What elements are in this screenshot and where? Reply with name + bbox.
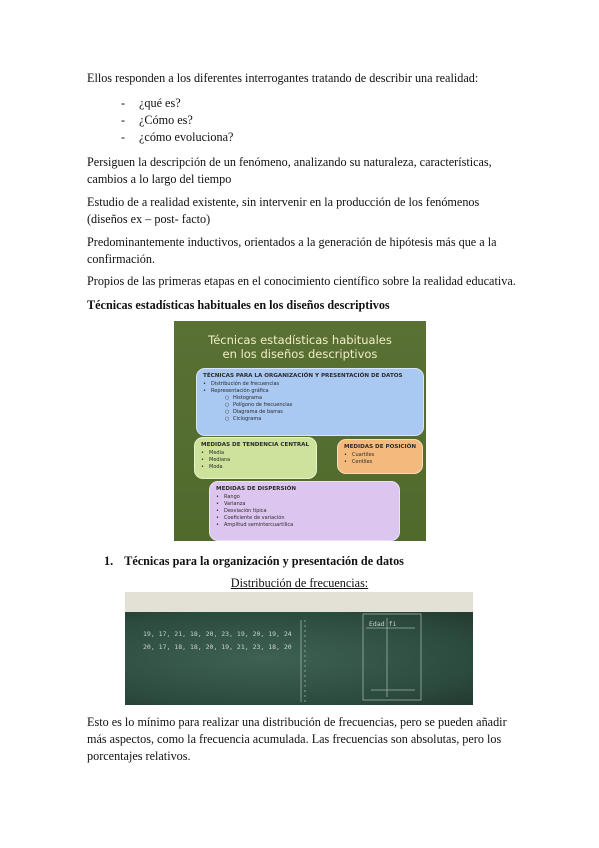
question-item: ¿Cómo es? xyxy=(139,113,193,127)
box-subitem: ○ Polígono de frecuencias xyxy=(225,402,293,408)
box-item: • Moda xyxy=(201,464,223,470)
section-heading: Técnicas estadísticas habituales en los diseños descriptivos xyxy=(87,298,390,312)
closing-paragraph: Esto es lo mínimo para realizar una distribución de frecuencias, pero se pueden añadir más aspectos, como la frecuencia acumulada. Las frecuencias son absolutas, pero los porcentajes relativos. xyxy=(87,715,507,763)
board-chalk-marks xyxy=(125,592,473,705)
central-tendency-box xyxy=(194,437,317,479)
box-subitem: ○ Diagrama de barras xyxy=(225,409,283,415)
box-item: • Desviación típica xyxy=(216,508,267,514)
heading-text: Técnicas para la organización y presentación de datos xyxy=(124,554,404,568)
box-item: • Representación gráfica xyxy=(203,388,269,394)
box-title: MEDIDAS DE TENDENCIA CENTRAL xyxy=(201,442,310,448)
box-title: MEDIDAS DE DISPERSIÓN xyxy=(216,486,297,492)
box-item: • Distribución de frecuencias xyxy=(203,381,280,387)
caption: Distribución de frecuencias: xyxy=(230,576,369,590)
slide-subtitle: en los diseños descriptivos xyxy=(222,347,378,361)
organization-box xyxy=(196,368,424,436)
slide-title: Técnicas estadísticas habituales xyxy=(208,333,392,347)
board-data-line: 19, 17, 21, 18, 20, 23, 19, 20, 19, 24 xyxy=(143,630,292,638)
board-data-line: 20, 17, 18, 18, 20, 19, 21, 23, 18, 20 xyxy=(143,643,292,651)
question-item: ¿qué es? xyxy=(139,96,181,110)
paragraph: Propios de las primeras etapas en el conocimiento científico sobre la realidad educativa. xyxy=(87,274,516,288)
question-bullet: - xyxy=(121,113,126,127)
box-item: • Media xyxy=(201,450,225,456)
box-subitem: ○ Ciclograma xyxy=(225,416,262,422)
chalkboard-photo xyxy=(125,592,473,705)
heading-number: 1. xyxy=(104,554,114,568)
box-title: TÉCNICAS PARA LA ORGANIZACIÓN Y PRESENTACIÓN DE DATOS xyxy=(203,373,403,379)
paragraph: Estudio de a realidad existente, sin intervenir en la producción de los fenómenos (diseños ex – post- facto) xyxy=(87,195,480,226)
dispersion-box xyxy=(209,481,400,541)
box-item: • Mediana xyxy=(201,457,231,463)
intro-paragraph: Ellos responden a los diferentes interrogantes tratando de describir una realidad: xyxy=(87,71,479,85)
paragraph: Predominantemente inductivos, orientados a la generación de hipótesis más que a la confirmación. xyxy=(87,235,497,266)
position-box xyxy=(337,439,423,474)
question-item: ¿cómo evoluciona? xyxy=(139,130,234,144)
techniques-slide-image xyxy=(174,321,426,541)
box-item: • Varianza xyxy=(216,501,246,507)
box-title: MEDIDAS DE POSICIÓN xyxy=(344,444,417,450)
numbered-heading xyxy=(104,553,544,570)
box-item: • Coeficiente de variación xyxy=(216,515,285,521)
box-item: • Cuartiles xyxy=(344,452,375,458)
paragraph: Persiguen la descripción de un fenómeno, analizando su naturaleza, características, cambios a lo largo del tiempo xyxy=(87,155,492,186)
question-bullet: - xyxy=(121,96,126,110)
box-item: • Amplitud semintercuartílica xyxy=(216,522,294,528)
board-table-header: Edad fi xyxy=(369,620,397,628)
question-bullet: - xyxy=(121,130,126,144)
box-item: • Rango xyxy=(216,494,240,500)
box-subitem: ○ Histograma xyxy=(225,395,263,401)
box-item: • Centiles xyxy=(344,459,373,465)
